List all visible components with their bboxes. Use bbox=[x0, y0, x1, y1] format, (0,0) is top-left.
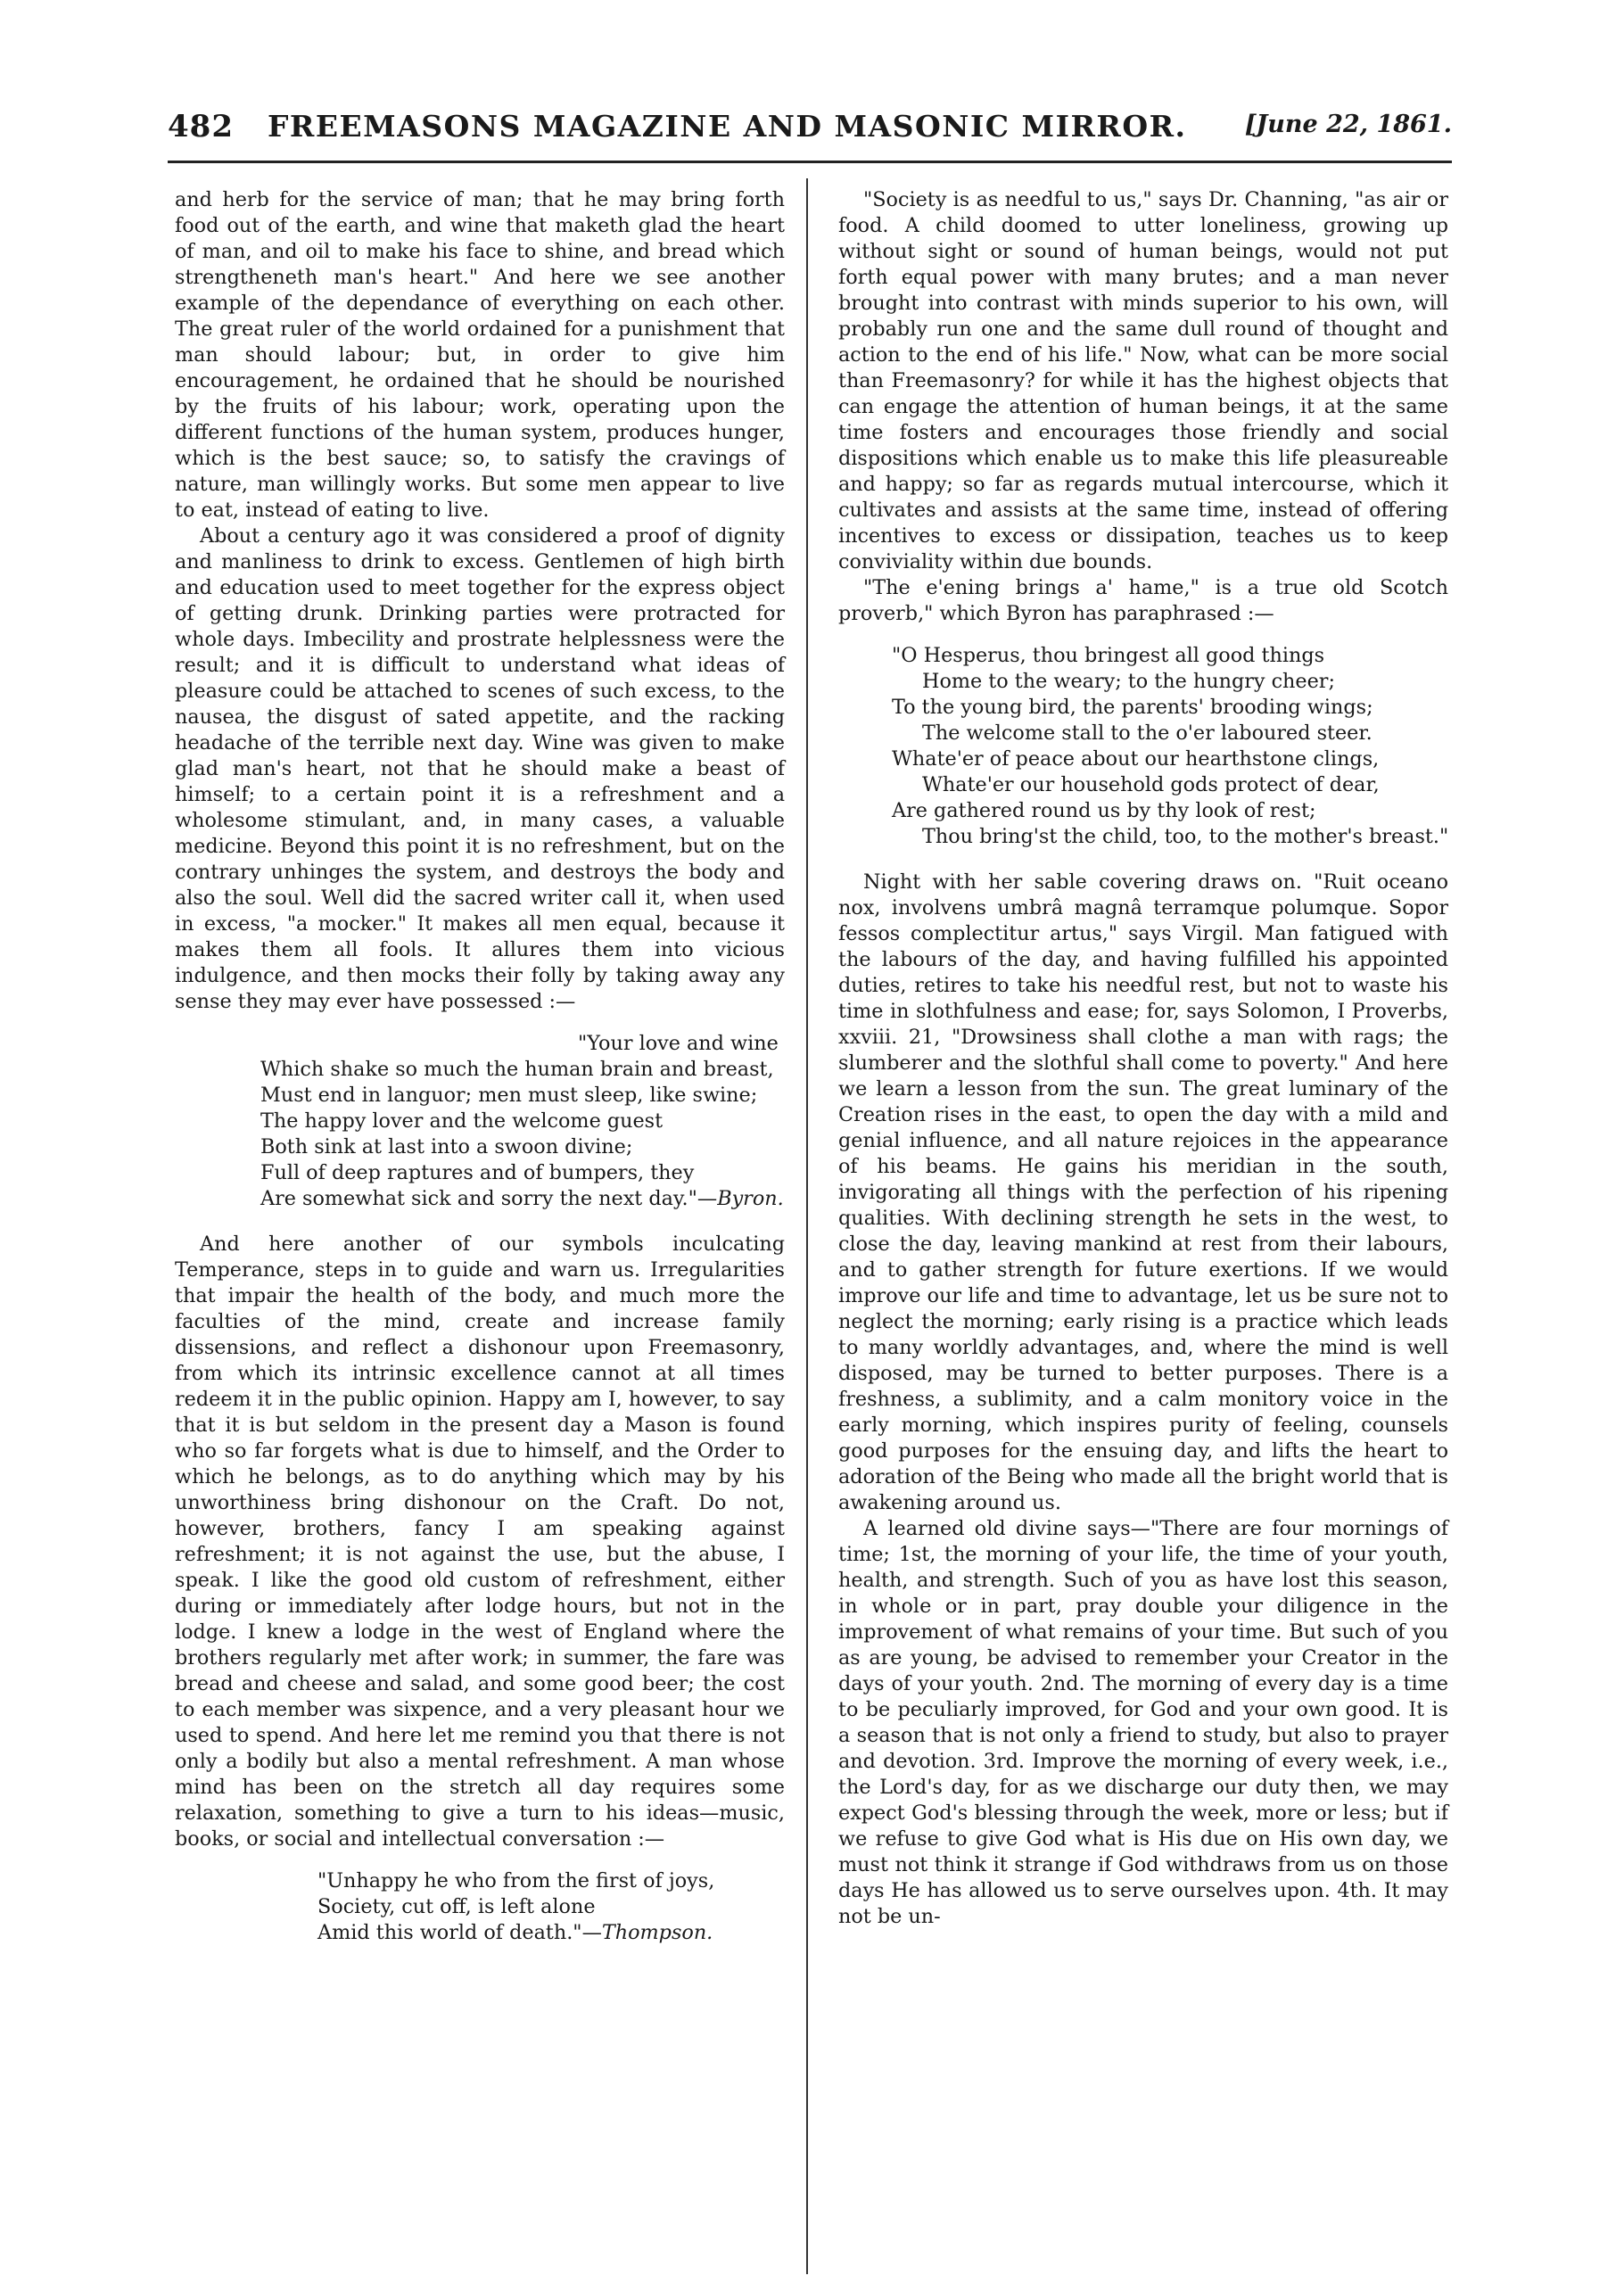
verse-line: Both sink at last into a swoon divine; bbox=[260, 1135, 633, 1158]
verse-citation: Thompson. bbox=[601, 1921, 713, 1944]
verse-line: The happy lover and the welcome guest bbox=[260, 1109, 664, 1133]
verse-line: Full of deep raptures and of bumpers, they bbox=[260, 1161, 695, 1184]
verse-line-text: Are somewhat sick and sorry the next day."— bbox=[260, 1187, 718, 1210]
paragraph: A learned old divine says—"There are four mornings of time; 1st, the morning of your life, the time of your youth, health, and strength. Such of you as have lost this season, in whole or in part, pray double your diligence in the improvement of what remains of your time. But such of you as are young, be advised to remember your Creator in the days of your youth. 2nd. The morning of every day is a time to be peculiarly improved, for God and your own good. It is a season that is not only a friend to study, but also to prayer and devotion. 3rd. Improve the morning of every week, i.e., the Lord's day, for as we discharge our duty then, we may expect God's blessing through the week, more or less; but if we refuse to give God what is His due on His own day, we must not think it strange if God withdraws from us on those days He has allowed us to serve ourselves upon. 4th. It may not be un- bbox=[838, 1517, 1448, 1928]
verse-line: To the young bird, the parents' brooding wings; bbox=[892, 696, 1373, 719]
verse-line: Which shake so much the human brain and breast, bbox=[260, 1058, 774, 1081]
verse-line: "Your love and wine bbox=[578, 1032, 779, 1055]
right-column bbox=[838, 187, 1448, 1930]
verse-line: The welcome stall to the o'er laboured steer. bbox=[922, 721, 1373, 745]
paragraph: "The e'ening brings a' hame," is a true old Scotch proverb," which Byron has paraphrased :— bbox=[838, 576, 1448, 625]
paragraph: "Society is as needful to us," says Dr. Channing, "as air or food. A child doomed to utter loneliness, growing up without sight or sound of human beings, would not put forth equal power with many brutes; and a man never brought into contrast with minds superior to his own, will probably run one and the same dull round of thought and action to the end of his life." Now, what can be more social than Freemasonry? for while it has the highest objects that can engage the attention of human beings, it at the same time fosters and encourages those friendly and social dispositions which enable us to make this life pleasureable and happy; so far as regards mutual intercourse, which it cultivates and assists at the same time, instead of offering incentives to excess or dissipation, teaches us to keep conviviality within due bounds. bbox=[838, 188, 1448, 573]
verse-citation: Byron. bbox=[717, 1187, 784, 1210]
verse-line: Thou bring'st the child, too, to the mother's breast." bbox=[922, 825, 1449, 848]
left-column bbox=[175, 187, 785, 1966]
verse-line-text: Amid this world of death."— bbox=[317, 1921, 602, 1944]
verse-line bbox=[260, 1186, 785, 1212]
header-rule bbox=[168, 161, 1452, 163]
verse-line bbox=[317, 1920, 785, 1946]
verse-line: Are gathered round us by thy look of rest; bbox=[892, 799, 1316, 822]
paragraph: and herb for the service of man; that he may bring forth food out of the earth, and wine that maketh glad the heart of man, and oil to make his face to shine, and bread which strengtheneth man's heart." And here we see another example of the dependance of everything on each other. The great ruler of the world ordained for a punishment that man should labour; but, in order to give him encouragement, he ordained that he should be nourished by the fruits of his labour; work, operating upon the different functions of the human system, produces hunger, which is the best sauce; so, to satisfy the cravings of nature, man willingly works. But some men appear to live to eat, instead of eating to live. bbox=[175, 188, 785, 522]
column-divider bbox=[806, 178, 808, 2274]
verse-quote-hesperus bbox=[838, 643, 1448, 850]
paragraph: Night with her sable covering draws on. "Ruit oceano nox, involvens umbrâ magnâ terramque polumque. Sopor fessos complectitur artus," says Virgil. Man fatigued with the labours of the day, and having fulfilled his appointed duties, retires to take his needful rest, but not to waste his time in slothfulness and ease; for, says Solomon, I Proverbs, xxviii. 21, "Drowsiness shall clothe a man with rags; the slumberer and the slothful shall come to poverty." And here we learn a lesson from the sun. The great luminary of the Creation rises in the east, to open the day with a mild and genial influence, and all nature rejoices in the appearance of his beams. He gains his meridian in the south, invigorating all things with the perfection of his ripening qualities. With declining strength he sets in the west, to close the day, leaving mankind at rest from their labours, and to gather strength for future exertions. If we would improve our life and time to advantage, let us be sure not to neglect the morning; early rising is a practice which leads to many worldly advantages, and, where the mind is well disposed, may be turned to better purposes. There is a freshness, a sublimity, and a calm monitory voice in the early morning, which inspires purity of feeling, counsels good purposes for the ensuing day, and lifts the heart to adoration of the Being who made all the bright world that is awakening around us. bbox=[838, 870, 1448, 1514]
paragraph: And here another of our symbols inculcating Temperance, steps in to guide and warn us. Irregularities that impair the health of the body, and much more the faculties of the mind, create and increase family dissensions, and reflect a dishonour upon Freemasonry, from which its intrinsic excellence cannot at all times redeem it in the public opinion. Happy am I, however, to say that it is but seldom in the present day a Mason is found who so far forgets what is due to himself, and the Order to which he belongs, as to do anything which may by his unworthiness bring dishonour on the Craft. Do not, however, brothers, fancy I am speaking against refreshment; it is not against the use, but the abuse, I speak. I like the good old custom of refreshment, either during or immediately after lodge hours, but not in the lodge. I knew a lodge in the west of England where the brothers regularly met after work; in summer, the fare was bread and cheese and salad, and some good beer; the cost to each member was sixpence, and a very pleasant hour we used to spend. And here let me remind you that there is not only a bodily but also a mental refreshment. A man whose mind has been on the stretch all day requires some relaxation, something to give a turn to his ideas—music, books, or social and intellectual conversation :— bbox=[175, 1233, 785, 1851]
verse-line: Home to the weary; to the hungry cheer; bbox=[922, 670, 1335, 693]
page-number: 482 bbox=[168, 109, 234, 144]
page-header bbox=[168, 109, 1452, 153]
running-title: FREEMASONS MAGAZINE AND MASONIC MIRROR. bbox=[268, 109, 1187, 144]
verse-line: Whate'er our household gods protect of dear, bbox=[922, 773, 1380, 796]
verse-line: "Unhappy he who from the first of joys, bbox=[317, 1869, 715, 1892]
verse-line: Whate'er of peace about our hearthstone clings, bbox=[892, 747, 1380, 771]
verse-quote-byron bbox=[175, 1031, 785, 1212]
issue-date: [June 22, 1861. bbox=[1244, 111, 1452, 138]
paragraph: About a century ago it was considered a proof of dignity and manliness to drink to excess. Gentlemen of high birth and education used to meet together for the express object of getting drunk. Drinking parties were protracted for whole days. Imbecility and prostrate helplessness were the result; and it is difficult to understand what ideas of pleasure could be attached to scenes of such excess, to the nausea, the disgust of sated appetite, and the racking headache of the terrible next day. Wine was given to make glad man's heart, not that he should make a beast of himself; to a certain point it is a refreshment and a wholesome stimulant, and, in many cases, a valuable medicine. Beyond this point it is no refreshment, but on the contrary unhinges the system, and destroys the body and also the soul. Well did the sacred writer call it, when used in excess, "a mocker." It makes all men equal, because it makes them all fools. It allures them into vicious indulgence, and then mocks their folly by taking away any sense they may ever have possessed :— bbox=[175, 524, 785, 1013]
verse-line: "O Hesperus, thou bringest all good things bbox=[892, 644, 1325, 667]
verse-line: Must end in languor; men must sleep, like swine; bbox=[260, 1084, 758, 1107]
verse-line: Society, cut off, is left alone bbox=[317, 1895, 596, 1918]
verse-quote-thompson bbox=[175, 1868, 785, 1946]
